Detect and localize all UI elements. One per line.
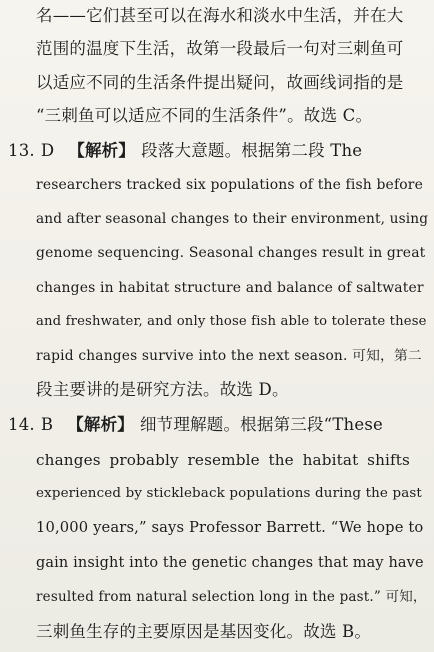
carryover-line-3: 以适应不同的生活条件提出疑问，故画线词指的是: [36, 73, 404, 92]
q13-number: 13.: [8, 141, 35, 160]
q14-line-2-justified: [36, 448, 410, 472]
q14-word: habitat: [302, 451, 359, 469]
q13-header-line: [8, 139, 362, 163]
q14-number: 14.: [8, 415, 35, 434]
q14-line-3: experienced by stickleback populations during the past: [36, 486, 422, 501]
carryover-line-2: 范围的温度下生活，故第一段最后一句对三刺鱼可: [36, 39, 404, 58]
q13-line-4: genome sequencing. Seasonal changes result in great: [36, 245, 426, 261]
q13-line-7: rapid changes survive into the next season. 可知，第二: [36, 348, 422, 364]
q13-first-line-text: 段落大意题。根据第二段 The: [141, 141, 363, 160]
q14-line-6: resulted from natural selection long in the past.” 可知，: [36, 589, 427, 605]
q14-word: resemble: [187, 451, 260, 469]
q13-line-8: 段主要讲的是研究方法。故选 D。: [36, 380, 289, 399]
q14-word: probably: [109, 451, 179, 469]
q13-line-2: researchers tracked six populations of the fish before: [36, 177, 424, 193]
q14-word: changes: [36, 451, 101, 469]
carryover-line-1: 名——它们甚至可以在海水和淡水中生活，并在大: [36, 6, 404, 25]
q14-answer: B: [40, 415, 54, 434]
q14-analysis-tag: 【解析】: [67, 415, 134, 434]
q14-line-7: 三刺鱼生存的主要原因是基因变化。故选 B。: [36, 622, 372, 641]
carryover-line-4: “三刺鱼可以适应不同的生活条件”。故选 C。: [36, 106, 373, 125]
q14-word: the: [268, 451, 294, 469]
q14-line-5: gain insight into the genetic changes that may have: [36, 555, 424, 571]
q14-word: shifts: [367, 451, 410, 469]
q13-answer: D: [40, 141, 55, 160]
q13-line-5: changes in habitat structure and balance of saltwater: [36, 280, 424, 296]
q14-header-line: [8, 413, 383, 437]
q13-analysis-tag: 【解析】: [68, 141, 136, 160]
q13-line-3: and after seasonal changes to their environment, using: [36, 211, 429, 227]
q14-line-4: 10,000 years,” says Professor Barrett. “We hope to: [36, 519, 424, 536]
q13-line-6: and freshwater, and only those fish able to tolerate these: [36, 314, 427, 329]
q14-first-line-text: 细节理解题。根据第三段“These: [139, 415, 383, 434]
